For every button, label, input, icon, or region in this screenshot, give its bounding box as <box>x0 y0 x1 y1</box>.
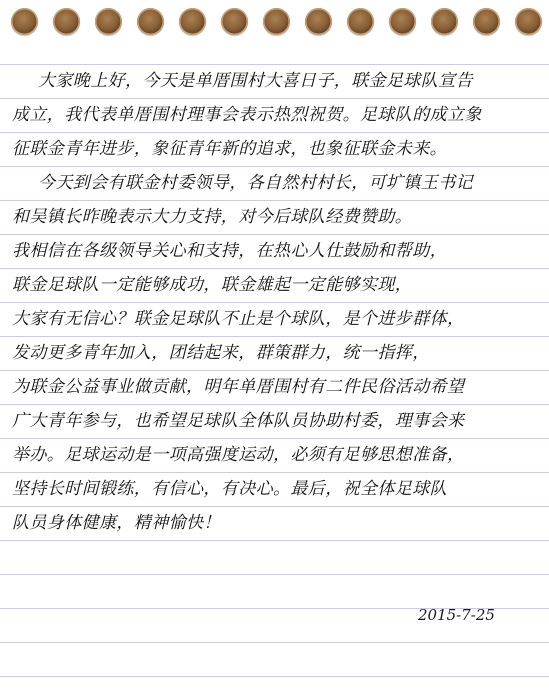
letter-line: 成立，我代表单厝围村理事会表示热烈祝贺。足球队的成立象 <box>12 105 482 125</box>
letter-line: 我相信在各级领导关心和支持，在热心人仕鼓励和帮助， <box>12 241 447 261</box>
letter-line: 大家晚上好，今天是单厝围村大喜日子，联金足球队宣告 <box>38 71 473 91</box>
letter-line: 举办。足球运动是一项高强度运动，必须有足够思想准备， <box>12 445 465 465</box>
letter-date: 2015-7-25 <box>418 606 495 624</box>
letter-line: 发动更多青年加入，团结起来，群策群力，统一指挥， <box>12 343 430 363</box>
letter-line: 和吴镇长昨晚表示大力支持，对今后球队经费赞助。 <box>12 207 413 227</box>
letter-line: 坚持长时间锻练，有信心，有决心。最后，祝全体足球队 <box>12 479 447 499</box>
letter-line: 联金足球队一定能够成功，联金雄起一定能够实现， <box>12 275 413 295</box>
letter-line: 大家有无信心？联金足球队不止是个球队，是个进步群体， <box>12 309 465 329</box>
letter-line: 广大青年参与，也希望足球队全体队员协助村委，理事会来 <box>12 411 465 431</box>
letter-line: 今天到会有联金村委领导，各自然村村长，可圹镇王书记 <box>38 173 473 193</box>
letter-line: 为联金公益事业做贡献，明年单厝围村有二件民俗活动希望 <box>12 377 465 397</box>
letter-line: 队员身体健康，精神愉快！ <box>12 513 221 533</box>
letter-line: 征联金青年进步，象征青年新的追求，也象征联金未来。 <box>12 139 447 159</box>
